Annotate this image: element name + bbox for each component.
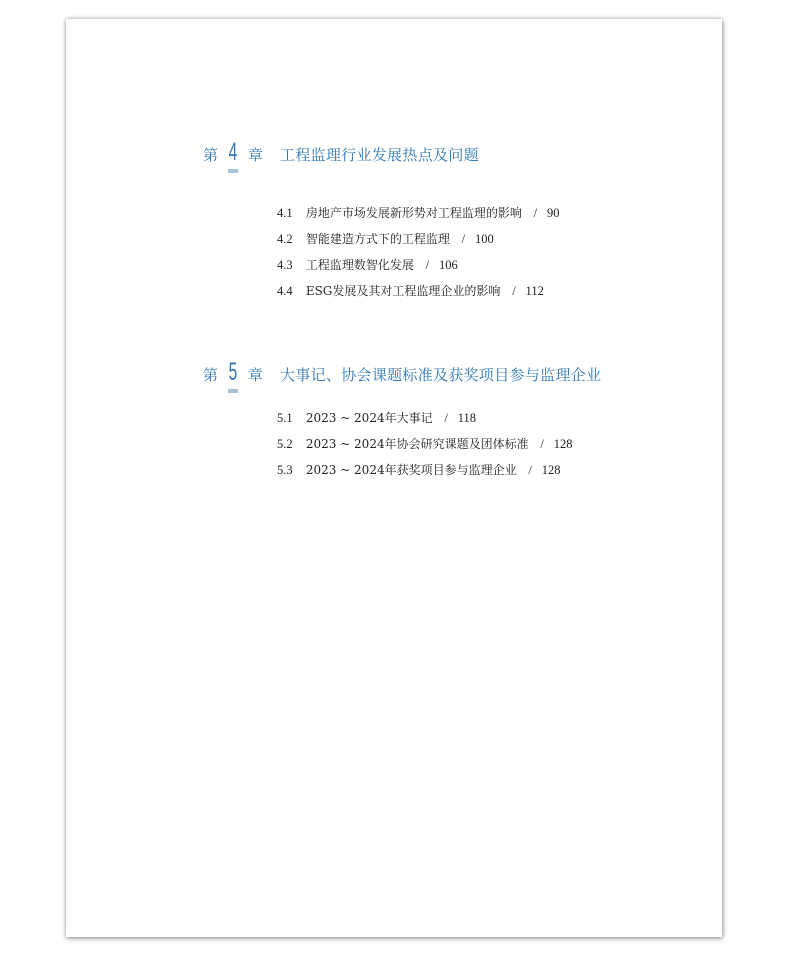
toc-entry[interactable]: [277, 278, 559, 304]
chapter-number-wrap: [220, 138, 246, 166]
toc-entry-title: 工程监理数智化发展: [305, 258, 414, 272]
toc-entry-page: 90: [546, 206, 560, 220]
toc-entry[interactable]: [277, 405, 572, 431]
toc-entry[interactable]: [277, 252, 559, 278]
toc-entry-page: 128: [553, 437, 573, 451]
toc-entry-title: 2023 ~ 2024年获奖项目参与监理企业: [305, 463, 517, 477]
toc-entry-page: 118: [457, 411, 477, 425]
toc-entry-page: 100: [474, 232, 494, 246]
chapter-number: 5: [228, 358, 238, 386]
toc-entry-number: 5.1: [277, 411, 293, 425]
chapter-5-toc: [277, 405, 572, 483]
toc-entry-title: 2023 ~ 2024年协会研究课题及团体标准: [305, 437, 529, 451]
toc-entry[interactable]: [277, 457, 572, 483]
chapter-title: 大事记、协会课题标准及获奖项目参与监理企业: [280, 366, 602, 384]
chapter-suffix: 章: [248, 146, 264, 164]
toc-entry-separator: /: [512, 284, 516, 298]
toc-entry-number: 4.4: [277, 284, 293, 298]
toc-entry-number: 4.2: [277, 232, 293, 246]
toc-entry-page: 128: [541, 463, 561, 477]
toc-entry-page: 112: [525, 284, 544, 298]
toc-entry-separator: /: [540, 437, 544, 451]
toc-entry-number: 5.3: [277, 463, 293, 477]
chapter-5-heading: [203, 358, 602, 386]
toc-entry-number: 5.2: [277, 437, 293, 451]
chapter-number-wrap: [220, 358, 246, 386]
chapter-4-toc: [277, 200, 559, 304]
toc-entry-title: ESG发展及其对工程监理企业的影响: [305, 284, 501, 298]
toc-entry-separator: /: [444, 411, 448, 425]
chapter-4-heading: [203, 138, 479, 166]
toc-entry[interactable]: [277, 226, 559, 252]
chapter-number: 4: [228, 138, 238, 166]
toc-entry-title: 房地产市场发展新形势对工程监理的影响: [305, 206, 522, 220]
toc-entry-title: 2023 ~ 2024年大事记: [305, 411, 433, 425]
toc-entry[interactable]: [277, 200, 559, 226]
chapter-number-underline: [228, 169, 238, 173]
toc-entry[interactable]: [277, 431, 572, 457]
toc-entry-separator: /: [461, 232, 466, 246]
chapter-number-underline: [228, 389, 238, 393]
chapter-prefix: 第: [203, 366, 219, 384]
document-page: [66, 19, 722, 937]
chapter-title: 工程监理行业发展热点及问题: [280, 146, 479, 164]
chapter-prefix: 第: [203, 146, 219, 164]
toc-entry-number: 4.1: [277, 206, 293, 220]
toc-entry-number: 4.3: [277, 258, 293, 272]
toc-entry-separator: /: [425, 258, 430, 272]
toc-entry-separator: /: [533, 206, 538, 220]
toc-entry-separator: /: [528, 463, 532, 477]
toc-entry-page: 106: [438, 258, 458, 272]
toc-entry-title: 智能建造方式下的工程监理: [305, 232, 450, 246]
chapter-suffix: 章: [248, 366, 264, 384]
